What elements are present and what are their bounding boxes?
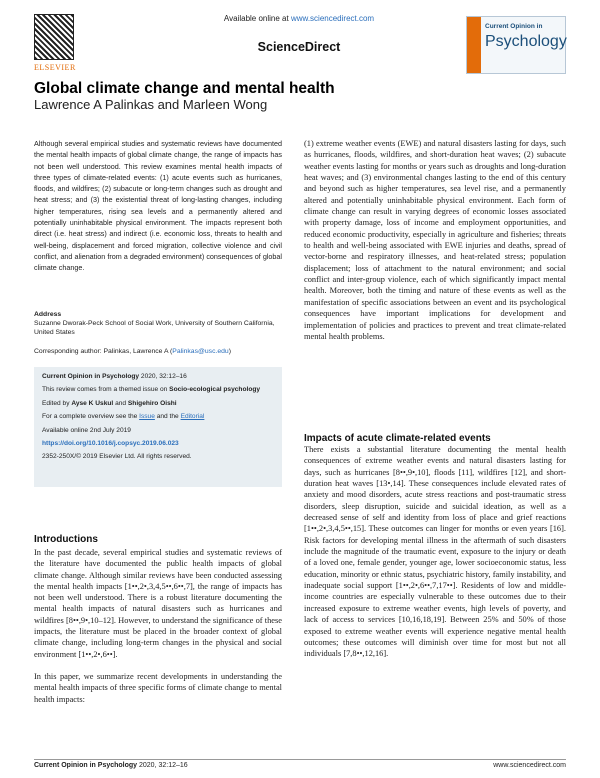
intro-paragraph-1: In the past decade, several empirical studies and systematic reviews of the literature have documented the public health impacts of global climate change. Although similar reviews have been conducted assessing the mental health impacts [1••,2•,3,4,5••,6••,7], the range of impacts has not been well understood. There is a robust literature documenting the mental health impacts of natural disasters such as hurricanes and wildfires [8••,9•,10–12]. However, to understand the significance of these impacts, the literature must be placed in the broader context of global climate change, including long-term changes in the physical and social environment [1••,2•,6••]. bbox=[34, 548, 282, 659]
publisher-name: ELSEVIER bbox=[34, 63, 76, 72]
address-text: Suzanne Dworak-Peck School of Social Work, University of Southern California, United States bbox=[34, 320, 275, 336]
sciencedirect-wordmark: ScienceDirect bbox=[257, 40, 341, 54]
footer-journal: Current Opinion in Psychology bbox=[34, 762, 138, 769]
info-journal: Current Opinion in Psychology bbox=[42, 373, 140, 380]
page-footer bbox=[34, 762, 566, 769]
elsevier-logo[interactable] bbox=[34, 14, 80, 72]
issue-link[interactable]: Issue bbox=[139, 413, 155, 421]
article-title: Global climate change and mental health bbox=[34, 80, 335, 97]
article-info-box bbox=[34, 367, 282, 487]
sciencedirect-link[interactable]: www.sciencedirect.com bbox=[290, 14, 375, 23]
info-editors bbox=[42, 400, 274, 408]
journal-cover[interactable] bbox=[466, 16, 566, 74]
intro-body bbox=[34, 547, 282, 716]
info-overview-and: and the bbox=[154, 413, 181, 421]
footer-url-link[interactable]: www.sciencedirect.com bbox=[493, 762, 566, 769]
right-column-paragraph-2: There exists a substantial literature documenting the mental health consequences of extreme weather events and natural disasters lasting for days, such as hurricanes [8••,9•,10], floods [11], wildfires [12], and short-duration heat waves [13•,14]. These consequences include elevated rates of anxiety and mood disorders, acute stress reactions and post-traumatic stress disorders, sleep disruption, suicide and suicidal ideation, as well as a decreased sense of self and identity from loss of place and grief reactions [1••,2•,3,4,5••,15]. These outcomes can linger for months or even years [16]. Risk factors for developing mental illness in the aftermath of such disasters include the magnitude of the traumatic event, exposure to the injury or death of a loved one, female gender, younger age, lower socioeconomic status, less education, minority or ethnic status, psychiatric history, family instability, and inadequate social support [1••,2•,6••,7,17••]. Residents of low and middle-income countries are especially vulnerable to these outcomes due to their increased exposure to extreme weather events, high levels of poverty, and lack of access to services [10,16,18,19]. Between 25% and 50% of those exposed to extreme weather events will experience negative mental health outcomes; these outcomes will diminish over time for most but not all individuals [7,8••,12,16]. bbox=[304, 445, 566, 659]
info-edited-prefix: Edited by bbox=[42, 399, 72, 407]
elsevier-tree-icon bbox=[34, 14, 74, 60]
available-online-line bbox=[194, 14, 404, 23]
info-available-online: Available online 2nd July 2019 bbox=[42, 426, 131, 434]
info-editor-1: Ayse K Uskul bbox=[71, 399, 114, 407]
journal-cover-title: Psychology bbox=[485, 33, 567, 50]
info-edited-and: and bbox=[113, 399, 128, 407]
info-editor-2: Shigehiro Oishi bbox=[127, 399, 177, 407]
info-overview bbox=[42, 413, 274, 421]
info-overview-prefix: For a complete overview see the bbox=[42, 413, 140, 421]
journal-cover-subtitle: Current Opinion in bbox=[485, 23, 543, 30]
section-heading-acute: Impacts of acute climate-related events bbox=[304, 433, 491, 444]
doi-link[interactable]: https://doi.org/10.1016/j.copsyc.2019.06.023 bbox=[42, 440, 179, 448]
corr-suffix: ) bbox=[228, 348, 231, 355]
info-theme-name: Socio-ecological psychology bbox=[169, 386, 261, 394]
abstract: Although several empirical studies and systematic reviews have documented the mental health impacts of global climate change, the range of impacts has not been well understood. This review examines mental health impacts of three types of climate-related events: (1) acute events such as hurricanes, floods, and wildfires; (2) subacute or long-term changes such as drought and heat stress; and (3) the existential threat of long-lasting changes, including higher temperatures, rising sea levels and a permanently altered and potentially uninhabitable physical environment. The impacts represent both direct (i.e. heat stress) and indirect (i.e. economic loss, threats to health and well-being, displacement and forced migration, collective violence and civil conflict, and alienation from a degraded environment) consequences of global climate change. bbox=[34, 139, 282, 273]
footer-divider bbox=[34, 759, 566, 760]
info-citation-text: 2020, 32:12–16 bbox=[139, 373, 187, 380]
address-heading: Address bbox=[34, 311, 62, 318]
info-citation bbox=[42, 373, 274, 381]
address-block bbox=[34, 310, 282, 337]
article-authors: Lawrence A Palinkas and Marleen Wong bbox=[34, 97, 268, 112]
page-header bbox=[34, 14, 566, 82]
info-theme bbox=[42, 386, 274, 394]
intro-heading: Introductions bbox=[34, 534, 98, 545]
editorial-link[interactable]: Editorial bbox=[180, 413, 205, 421]
info-copyright: 2352-250X/© 2019 Elsevier Ltd. All rights reserved. bbox=[42, 453, 192, 461]
corr-email-link[interactable]: Palinkas@usc.edu bbox=[172, 348, 229, 355]
journal-cover-band bbox=[467, 17, 481, 73]
corresponding-author bbox=[34, 348, 282, 355]
info-theme-prefix: This review comes from a themed issue on bbox=[42, 386, 170, 394]
corr-prefix: Corresponding author: Palinkas, Lawrence A ( bbox=[34, 348, 173, 355]
available-prefix: Available online at bbox=[223, 14, 291, 23]
footer-citation-text: 2020, 32:12–16 bbox=[137, 762, 188, 769]
footer-citation bbox=[34, 762, 188, 769]
right-column-paragraph-1: (1) extreme weather events (EWE) and natural disasters lasting for days, such as hurricanes, floods, wildfires, and short-duration heat waves; (2) subacute weather events lasting for months or years such as droughts and long-duration heat waves; and (3) environmental changes lasting to the end of this century and beyond such as higher temperatures, sea level rise, and a permanently altered and potentially uninhabitable physical environment. Each form of climate change can result in varying degrees of economic losses associated with property damage, loss of income and employment opportunities, and reduced economic productivity, especially in agriculture and fisheries; threats to health and well-being associated with EWE injuries and deaths, spread of vector-borne and respiratory illnesses, and heat-related stress; population displacement; loss of attachment to the natural environment; and social conflict and inter-group violence, each of which significantly impact mental health. Moreover, both the timing and nature of these events as well as the manifestation of specific associations between an event and its psychological consequences have important implications for development and implementation of policies and practices to prevent and treat climate-related mental health problems. bbox=[304, 139, 566, 341]
intro-paragraph-2: In this paper, we summarize recent developments in understanding the mental health impacts of three specific forms of climate change to mental health impacts: bbox=[34, 671, 282, 704]
